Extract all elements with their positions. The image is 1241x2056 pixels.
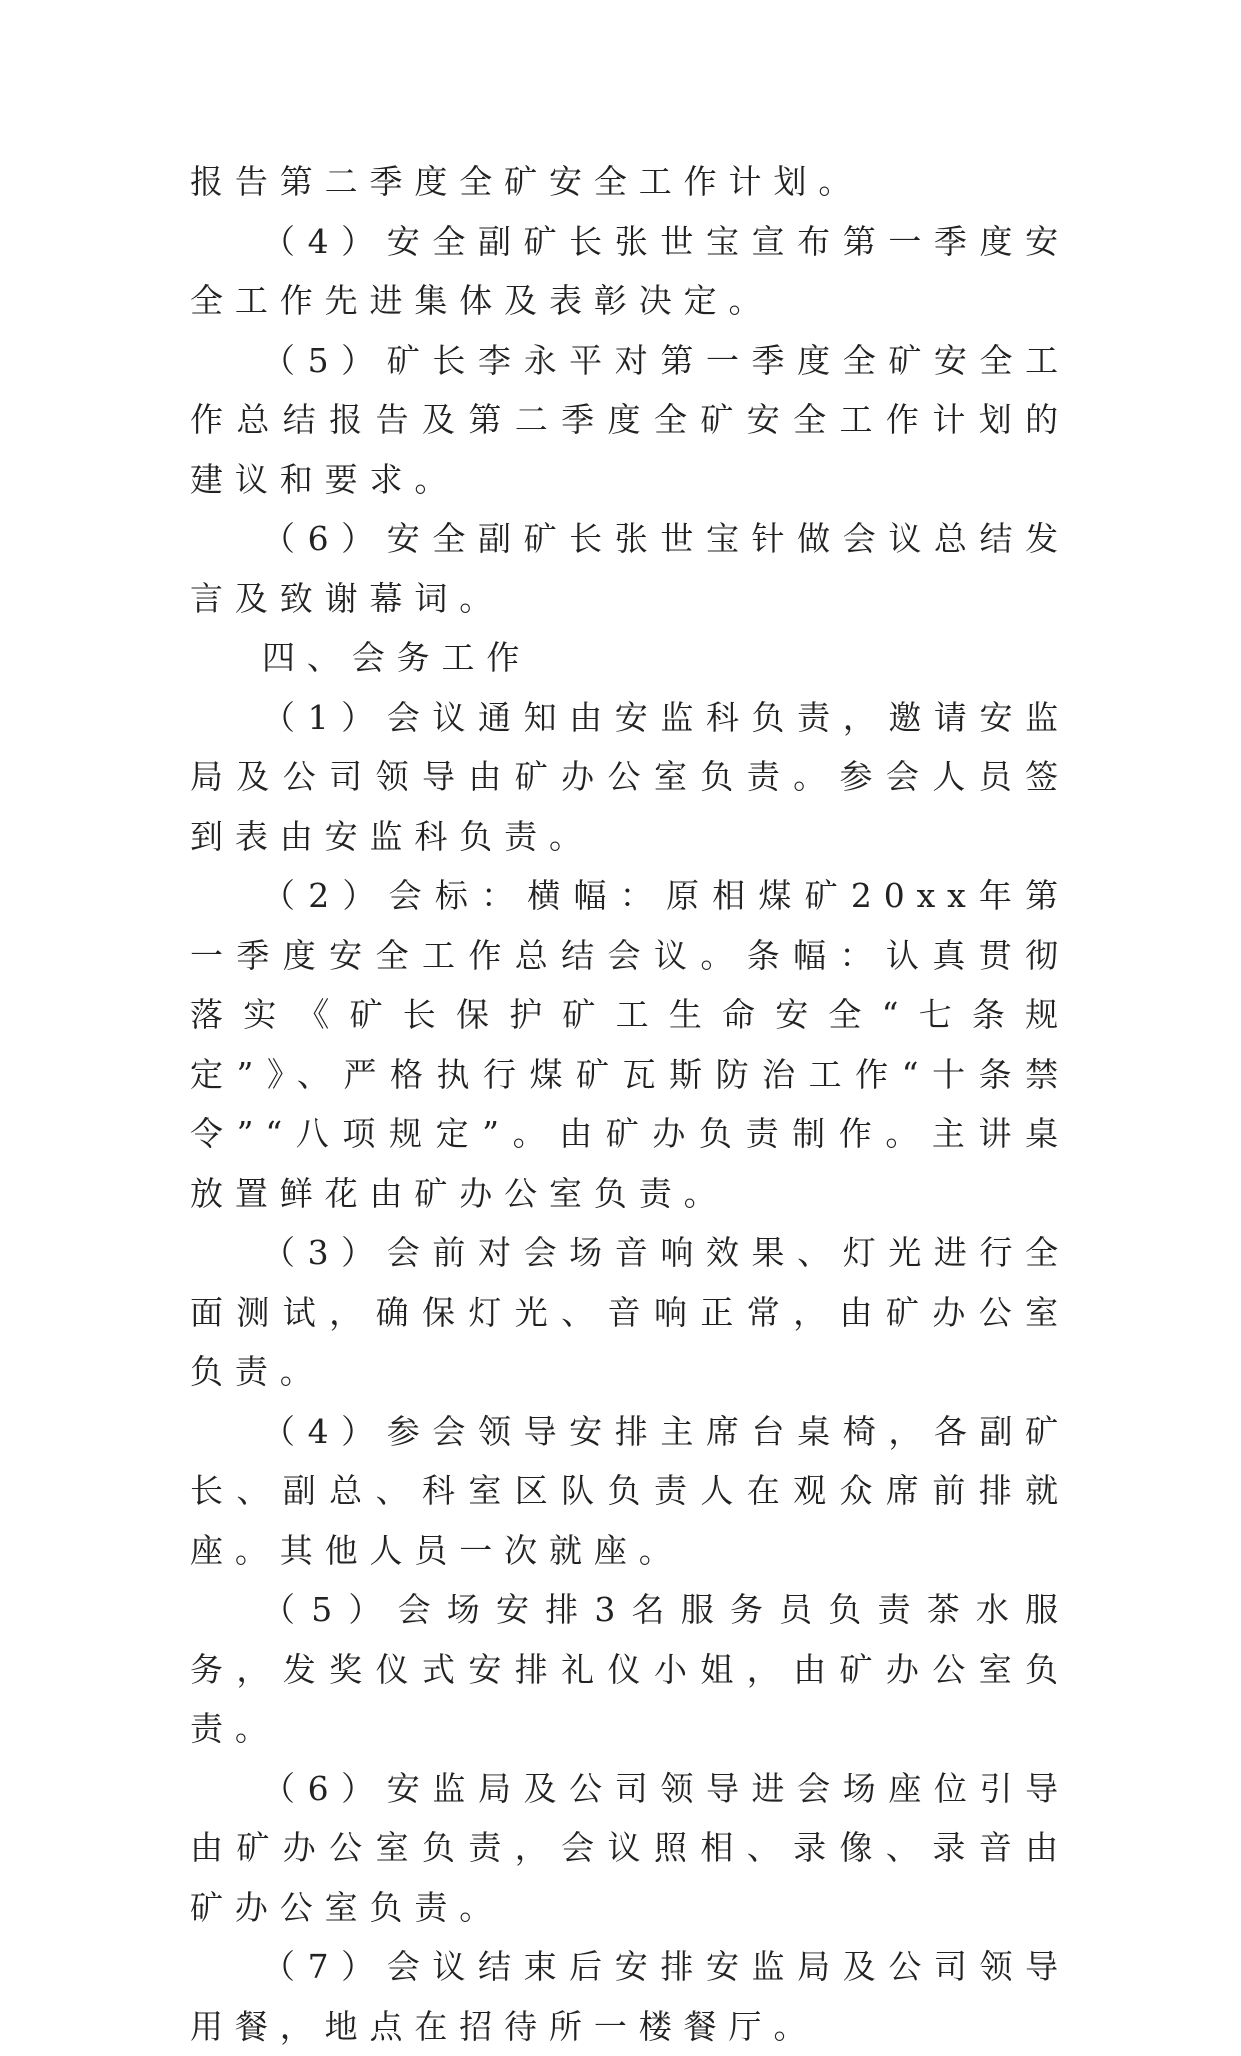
section-heading-meeting-affairs: 四、会务工作 <box>262 638 532 677</box>
paragraph-affairs-1: （1）会议通知由安监科负责，邀请安监局及公司领导由矿办公室负责。参会人员签到表由安监科负责。 <box>190 697 1070 856</box>
paragraph-continuation: 报告第二季度全矿安全工作计划。 <box>190 162 864 201</box>
document-body <box>190 152 1070 2056</box>
paragraph-affairs-4: （4）参会领导安排主席台桌椅，各副矿长、副总、科室区队负责人在观众席前排就座。其他人员一次就座。 <box>190 1411 1070 1570</box>
paragraph-affairs-6: （6）安监局及公司领导进会场座位引导由矿办公室负责，会议照相、录像、录音由矿办公室负责。 <box>190 1768 1070 1927</box>
paragraph-item-6: （6）安全副矿长张世宝针做会议总结发言及致谢幕词。 <box>190 519 1070 618</box>
paragraph-affairs-5: （5）会场安排3名服务员负责茶水服务，发奖仪式安排礼仪小姐，由矿办公室负责。 <box>190 1590 1070 1748</box>
paragraph-affairs-7: （7）会议结束后安排安监局及公司领导用餐，地点在招待所一楼餐厅。 <box>190 1947 1070 2046</box>
paragraph-affairs-3: （3）会前对会场音响效果、灯光进行全面测试，确保灯光、音响正常，由矿办公室负责。 <box>190 1233 1070 1391</box>
paragraph-item-4: （4）安全副矿长张世宝宣布第一季度安全工作先进集体及表彰决定。 <box>190 221 1070 320</box>
paragraph-affairs-2: （2）会标：横幅：原相煤矿20xx年第一季度安全工作总结会议。条幅：认真贯彻落实《矿长保护矿工生命安全“七条规定”》、严格执行煤矿瓦斯防治工作“十条禁令”“八项规定”。由矿办负责制作。主讲桌放置鲜花由矿办公室负责。 <box>190 876 1070 1213</box>
paragraph-item-5: （5）矿长李永平对第一季度全矿安全工作总结报告及第二季度全矿安全工作计划的建议和要求。 <box>190 340 1070 499</box>
